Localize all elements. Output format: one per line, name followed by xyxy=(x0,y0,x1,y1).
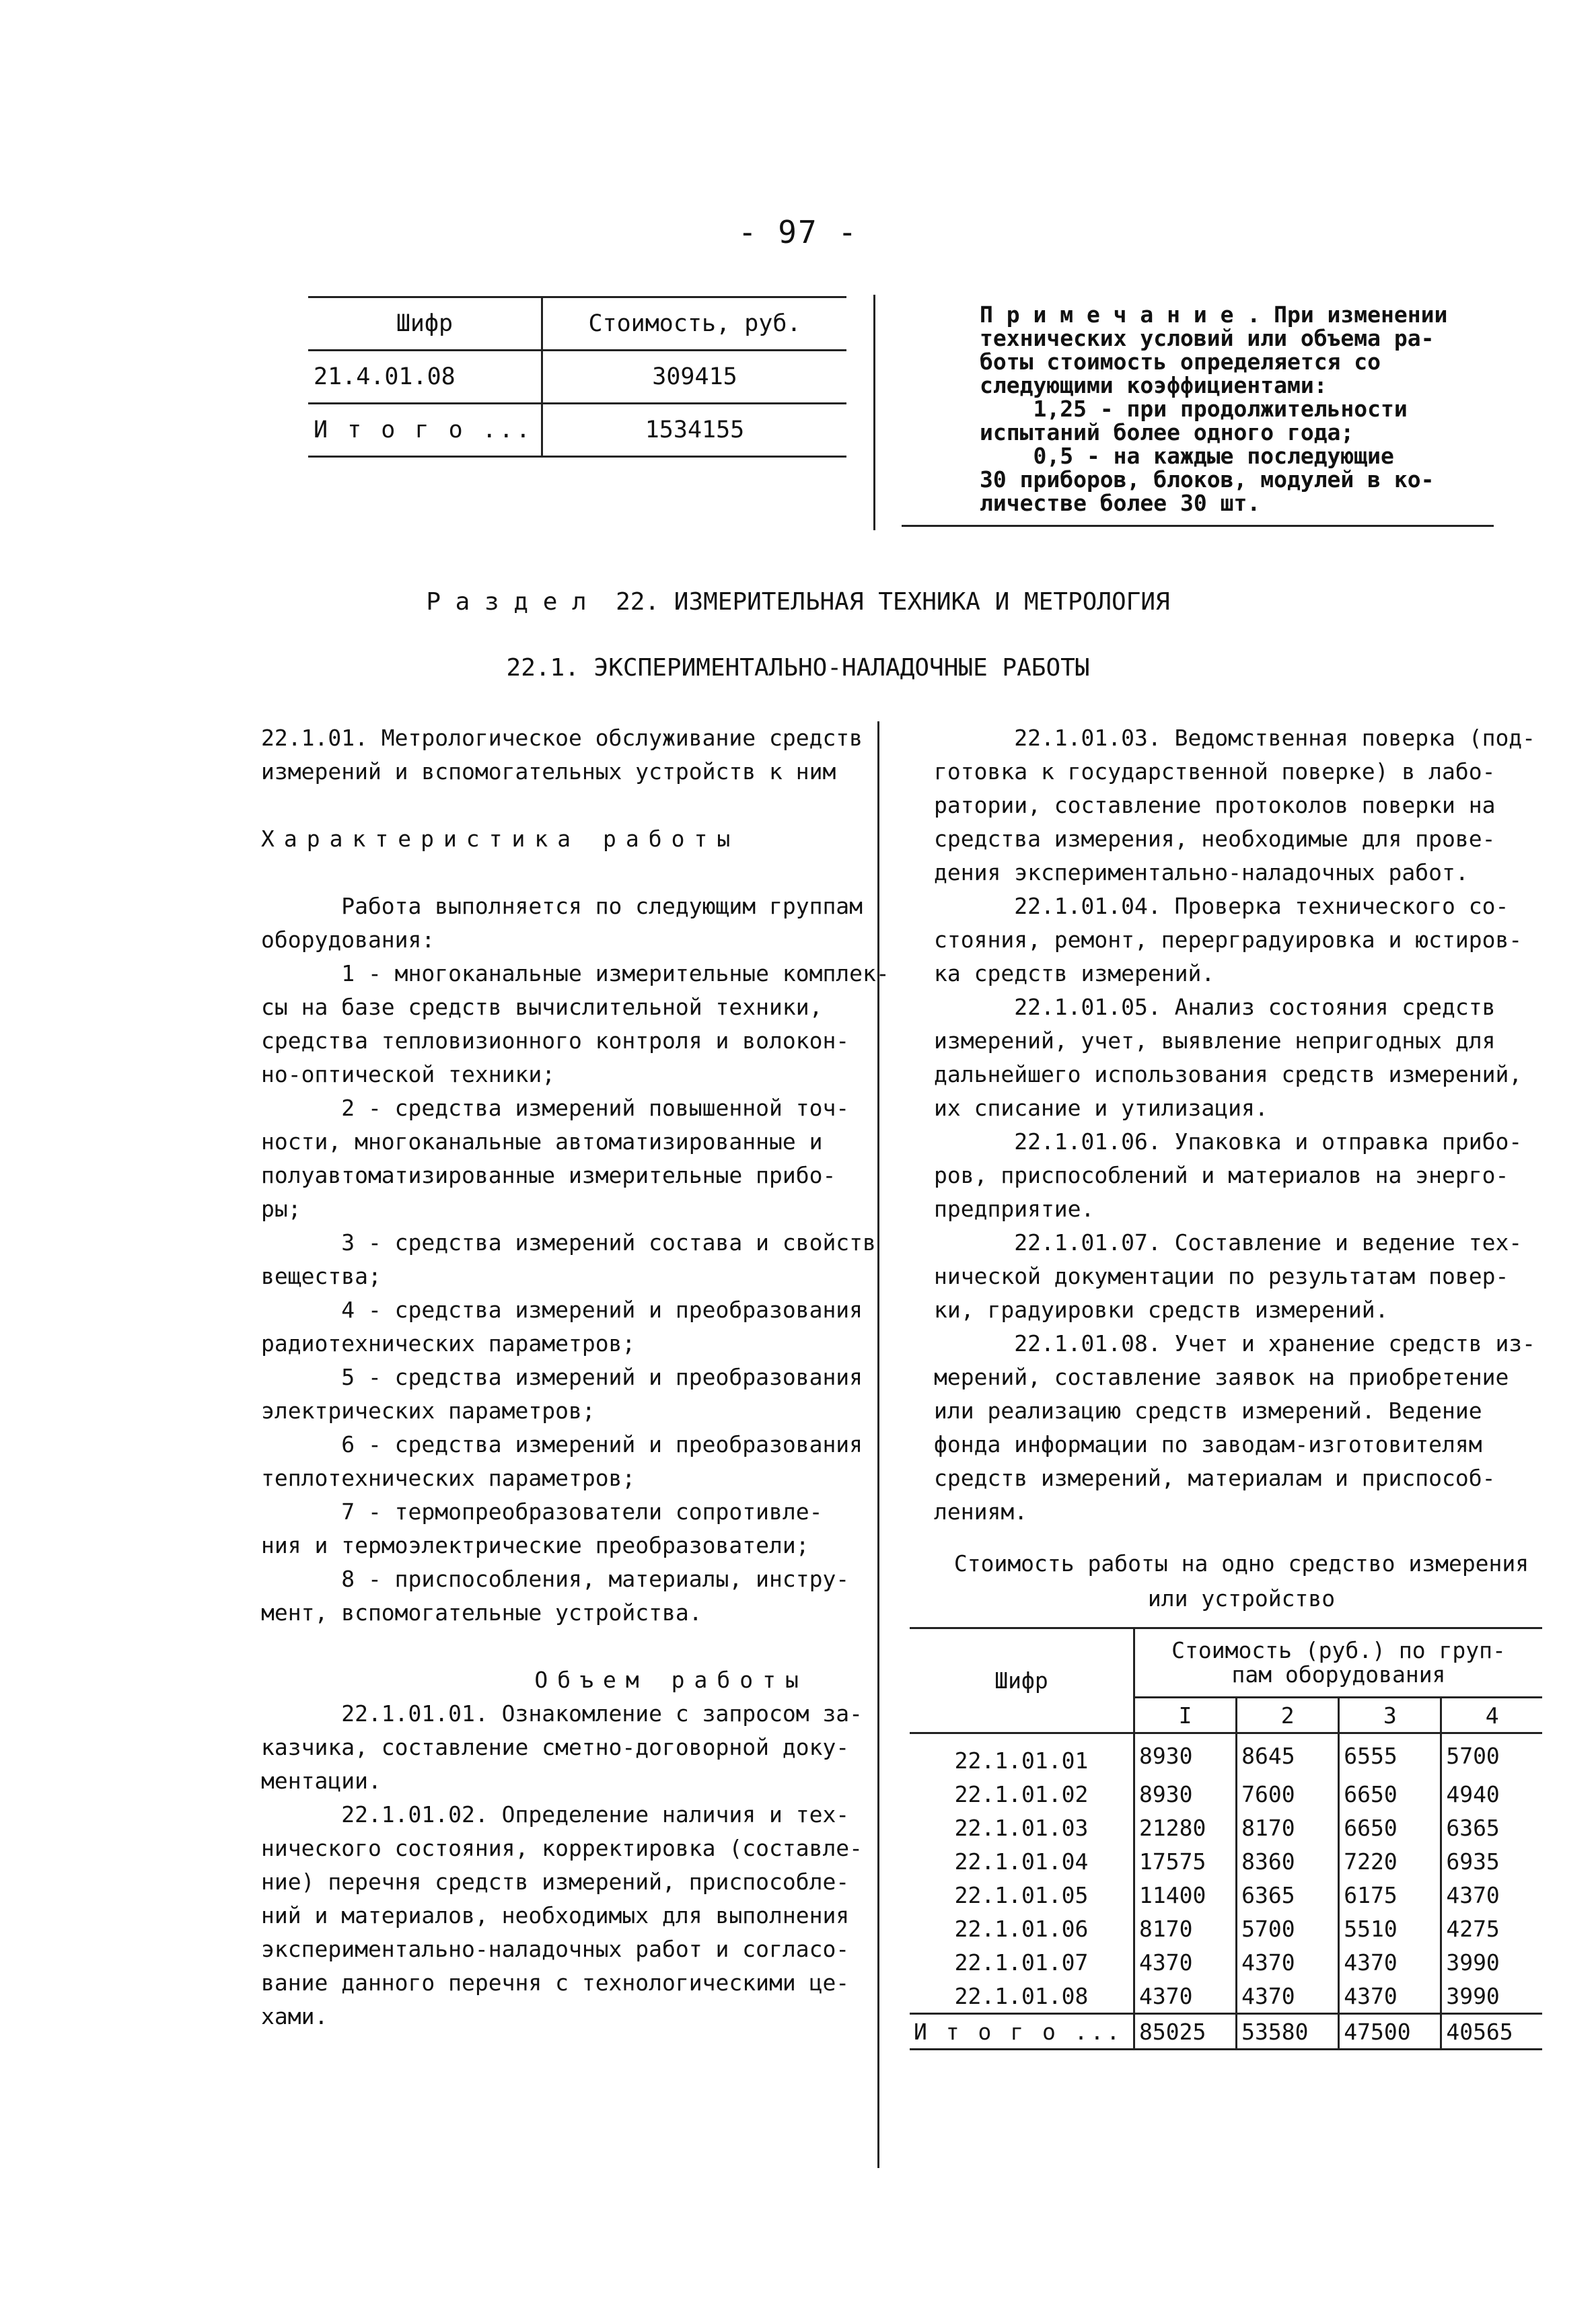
text-line: средств измерений, материалам и приспособ- xyxy=(934,1465,1496,1491)
page-number: - 97 - xyxy=(737,214,859,250)
text-line: готовка к государственной поверке) в лабо- xyxy=(934,758,1496,785)
total-value: 47500 xyxy=(1339,2014,1441,2050)
row-value: 8170 xyxy=(1237,1811,1339,1844)
note-line: П р и м е ч а н и е . При изменении xyxy=(980,301,1448,328)
text-line: средства тепловизионного контроля и волокон- xyxy=(261,1027,850,1054)
text-line xyxy=(261,1630,894,1663)
total-value: 40565 xyxy=(1441,2014,1542,2050)
table-row xyxy=(910,1979,1542,2014)
row-value: 6935 xyxy=(1441,1844,1542,1878)
text-line: ности, многоканальные автоматизированные и xyxy=(261,1128,823,1155)
row-value: 7600 xyxy=(1237,1777,1339,1811)
table-row xyxy=(910,1878,1542,1912)
caption-line: или устройство xyxy=(1147,1585,1336,1612)
text-line: Работа выполняется по следующим группам xyxy=(261,893,863,919)
row-value: 4370 xyxy=(1237,1979,1339,2014)
row-value: 6175 xyxy=(1339,1878,1441,1912)
table-row xyxy=(910,1811,1542,1844)
group-header: 4 xyxy=(1441,1698,1542,1733)
divider-vertical-top xyxy=(873,295,875,530)
note-line: личестве более 30 шт. xyxy=(980,490,1261,516)
group-header: 2 xyxy=(1237,1698,1339,1733)
text-line: ка средств измерений. xyxy=(934,960,1215,986)
text-line: 22.1.01.08. Учет и хранение средств из- xyxy=(934,1330,1536,1357)
row-value: 8360 xyxy=(1237,1844,1339,1878)
total-value: 1534155 xyxy=(542,404,847,457)
text-line: ментации. xyxy=(261,1768,382,1794)
row-value: 8930 xyxy=(1134,1733,1237,1778)
right-column-text xyxy=(934,721,1539,1529)
note-line: 0,5 - на каждые последующие xyxy=(980,443,1394,469)
note-line: следующими коэффициентами: xyxy=(980,372,1328,398)
note-line: боты стоимость определяется со xyxy=(980,349,1381,375)
text-line: 22.1.01.01. Ознакомление с запросом за- xyxy=(261,1700,863,1727)
table-row xyxy=(910,1945,1542,1979)
row-value: 4370 xyxy=(1441,1878,1542,1912)
text-line: экспериментально-наладочных работ и согласо- xyxy=(261,1936,850,1962)
table-header-row xyxy=(308,297,846,351)
total-label: И т о г о ... xyxy=(308,404,542,457)
header-code: Шифр xyxy=(910,1628,1134,1733)
total-row xyxy=(308,404,846,457)
left-column-text xyxy=(261,721,894,2033)
note-line: испытаний более одного года; xyxy=(980,419,1354,445)
text-line: казчика, составление сметно-договорной доку- xyxy=(261,1734,850,1760)
text-line: 22.1.01.02. Определение наличия и тех- xyxy=(261,1801,850,1828)
row-value: 6365 xyxy=(1237,1878,1339,1912)
text-line: 22.1.01.04. Проверка технического со- xyxy=(934,893,1509,919)
table-row xyxy=(910,1777,1542,1811)
row-value: 5700 xyxy=(1441,1733,1542,1778)
text-line: хами. xyxy=(261,2003,328,2029)
row-value: 17575 xyxy=(1134,1844,1237,1878)
row-value: 4940 xyxy=(1441,1777,1542,1811)
text-line: мерений, составление заявок на приобретение xyxy=(934,1364,1509,1390)
text-line: 6 - средства измерений и преобразования xyxy=(261,1431,863,1457)
text-line: 22.1.01.06. Упаковка и отправка прибо- xyxy=(934,1128,1523,1155)
row-value: 8170 xyxy=(1134,1912,1237,1945)
table-row xyxy=(910,1733,1542,1778)
table-row xyxy=(910,1912,1542,1945)
section-title: Р а з д е л 22. ИЗМЕРИТЕЛЬНАЯ ТЕХНИКА И МЕТРОЛОГИЯ xyxy=(426,588,1170,616)
group-header: I xyxy=(1134,1698,1237,1733)
top-cost-table xyxy=(308,296,846,458)
text-line: Характеристика работы xyxy=(261,826,740,852)
row-value: 5510 xyxy=(1339,1912,1441,1945)
total-row xyxy=(910,2014,1542,2050)
row-value: 8930 xyxy=(1134,1777,1237,1811)
table-row xyxy=(308,351,846,404)
text-line: дения экспериментально-наладочных работ. xyxy=(934,859,1469,886)
total-value: 85025 xyxy=(1134,2014,1237,2050)
text-line: оборудования: xyxy=(261,927,435,953)
text-line: нического состояния, корректировка (составле- xyxy=(261,1835,863,1861)
row-code: 22.1.01.01 xyxy=(954,1747,1089,1774)
row-code: 22.1.01.05 xyxy=(954,1881,1089,1908)
header-cost: Стоимость, руб. xyxy=(542,297,847,351)
row-value: 4370 xyxy=(1134,1979,1237,2014)
row-value: 11400 xyxy=(1134,1878,1237,1912)
text-line: ки, градуировки средств измерений. xyxy=(934,1297,1389,1323)
text-line: нической документации по результатам повер- xyxy=(934,1263,1509,1289)
text-line: 3 - средства измерений состава и свойств xyxy=(261,1229,876,1256)
text-line: Объем работы xyxy=(261,1667,808,1693)
cell-cost: 309415 xyxy=(542,351,847,404)
table-row xyxy=(910,1844,1542,1878)
text-line: но-оптической техники; xyxy=(261,1061,556,1087)
text-line: дальнейшего использования средств измерений, xyxy=(934,1061,1523,1087)
row-value: 3990 xyxy=(1441,1945,1542,1979)
text-line: ров, приспособлений и материалов на энерго- xyxy=(934,1162,1509,1188)
text-line: измерений, учет, выявление непригодных для xyxy=(934,1027,1496,1054)
text-line: 1 - многоканальные измерительные комплек- xyxy=(261,960,890,986)
table-header-row xyxy=(910,1628,1542,1698)
text-line: ры; xyxy=(261,1196,301,1222)
row-value: 4370 xyxy=(1237,1945,1339,1979)
text-line: вещества; xyxy=(261,1263,382,1289)
text-line: теплотехнических параметров; xyxy=(261,1465,636,1491)
total-label: И т о г о ... xyxy=(910,2014,1134,2050)
cost-table-caption xyxy=(929,1546,1554,1616)
row-code: 22.1.01.07 xyxy=(954,1949,1089,1976)
text-line: мент, вспомогательные устройства. xyxy=(261,1599,702,1626)
text-line: ний и материалов, необходимых для выполнения xyxy=(261,1902,850,1928)
row-value: 4370 xyxy=(1339,1945,1441,1979)
text-line: 22.1.01. Метрологическое обслуживание средств xyxy=(261,725,863,751)
caption-line: Стоимость работы на одно средство измерения xyxy=(953,1550,1529,1577)
note-line: 30 приборов, блоков, модулей в ко- xyxy=(980,466,1435,493)
row-value: 6650 xyxy=(1339,1777,1441,1811)
total-value: 53580 xyxy=(1237,2014,1339,2050)
row-value: 3990 xyxy=(1441,1979,1542,2014)
row-value: 6365 xyxy=(1441,1811,1542,1844)
note-line: 1,25 - при продолжительности xyxy=(980,396,1408,422)
row-code: 22.1.01.02 xyxy=(954,1780,1089,1807)
text-line: их списание и утилизация. xyxy=(934,1095,1268,1121)
text-line: стояния, ремонт, перерградуировка и юстиров- xyxy=(934,927,1523,953)
text-line: 22.1.01.07. Составление и ведение тех- xyxy=(934,1229,1523,1256)
text-line: 7 - термопреобразователи сопротивле- xyxy=(261,1499,823,1525)
note-underline xyxy=(902,525,1494,527)
text-line: радиотехнических параметров; xyxy=(261,1330,636,1357)
text-line: 8 - приспособления, материалы, инстру- xyxy=(261,1566,850,1592)
subsection-title: 22.1. ЭКСПЕРИМЕНТАЛЬНО-НАЛАДОЧНЫЕ РАБОТЫ xyxy=(506,654,1090,682)
row-code: 22.1.01.03 xyxy=(954,1814,1089,1841)
text-line: ратории, составление протоколов поверки на xyxy=(934,792,1496,818)
row-value: 8645 xyxy=(1237,1733,1339,1778)
group-cost-table xyxy=(910,1627,1542,2050)
row-value: 4370 xyxy=(1134,1945,1237,1979)
row-value: 21280 xyxy=(1134,1811,1237,1844)
text-line: или реализацию средств измерений. Ведение xyxy=(934,1398,1482,1424)
text-line: ния и термоэлектрические преобразователи; xyxy=(261,1532,809,1558)
row-value: 6650 xyxy=(1339,1811,1441,1844)
text-line: электрических параметров; xyxy=(261,1398,595,1424)
group-header: 3 xyxy=(1339,1698,1441,1733)
text-line: 22.1.01.05. Анализ состояния средств xyxy=(934,994,1496,1020)
text-line: полуавтоматизированные измерительные прибо- xyxy=(261,1162,836,1188)
text-line: 2 - средства измерений повышенной точ- xyxy=(261,1095,850,1121)
row-value: 4275 xyxy=(1441,1912,1542,1945)
row-code: 22.1.01.04 xyxy=(954,1848,1089,1875)
row-value: 7220 xyxy=(1339,1844,1441,1878)
text-line: 5 - средства измерений и преобразования xyxy=(261,1364,863,1390)
row-value: 5700 xyxy=(1237,1912,1339,1945)
note-block xyxy=(980,303,1491,515)
text-line: 22.1.01.03. Ведомственная поверка (под- xyxy=(934,725,1536,751)
text-line: ние) перечня средств измерений, приспособле- xyxy=(261,1869,850,1895)
text-line: средства измерения, необходимые для прове- xyxy=(934,826,1496,852)
text-line: фонда информации по заводам-изготовителям xyxy=(934,1431,1482,1457)
text-line xyxy=(261,856,894,890)
row-value: 6555 xyxy=(1339,1733,1441,1778)
cell-code: 21.4.01.08 xyxy=(308,351,542,404)
header-group-title: Стоимость (руб.) по груп- пам оборудования xyxy=(1134,1628,1543,1698)
text-line: 4 - средства измерений и преобразования xyxy=(261,1297,863,1323)
row-code: 22.1.01.06 xyxy=(954,1915,1089,1942)
header-code: Шифр xyxy=(308,297,542,351)
text-line: измерений и вспомогательных устройств к ним xyxy=(261,758,836,785)
note-line: технических условий или объема ра- xyxy=(980,325,1435,351)
text-line: сы на базе средств вычислительной техники, xyxy=(261,994,823,1020)
text-line xyxy=(261,789,894,822)
row-value: 4370 xyxy=(1339,1979,1441,2014)
row-code: 22.1.01.08 xyxy=(954,1982,1089,2009)
text-line: вание данного перечня с технологическими це- xyxy=(261,1970,850,1996)
text-line: предприятие. xyxy=(934,1196,1095,1222)
text-line: лениям. xyxy=(934,1499,1028,1525)
